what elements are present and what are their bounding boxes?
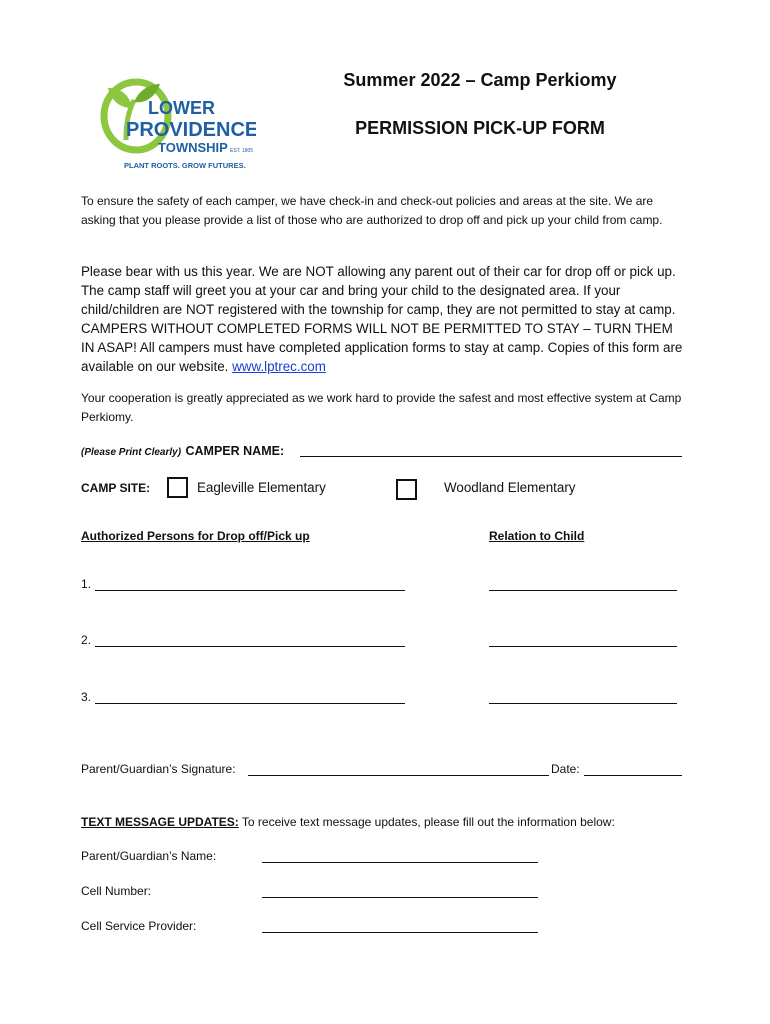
authorized-row-1-number: 1. xyxy=(81,577,92,591)
guardian-name-label: Parent/Guardian’s Name: xyxy=(81,849,217,863)
logo-line3: TOWNSHIP xyxy=(158,140,228,155)
guardian-name-field[interactable] xyxy=(262,862,538,863)
logo-tagline: PLANT ROOTS. GROW FUTURES. xyxy=(124,161,246,170)
intro-paragraph: To ensure the safety of each camper, we have check-in and check-out policies and areas at the site. We are asking that you please provide a list of those who are authorized to drop off and pick up your child from camp. xyxy=(81,194,663,227)
relation-1-field[interactable] xyxy=(489,590,677,591)
text-updates-row xyxy=(81,815,615,829)
cell-provider-label: Cell Service Provider: xyxy=(81,919,197,933)
relation-2-field[interactable] xyxy=(489,646,677,647)
form-subtitle: PERMISSION PICK-UP FORM xyxy=(355,118,605,138)
authorized-person-2-field[interactable] xyxy=(95,646,405,647)
notice-text: Please bear with us this year. We are NOT allowing any parent out of their car for drop off or pick up. The camp staff will greet you at your car and bring your child to the designated area. If your child/children are NOT registered with the township for camp, they are not permitted to stay at camp. CAMPERS WITHOUT COMPLETED FORMS WILL NOT BE PERMITTED TO STAY – TURN THEM IN ASAP! All campers must have completed application forms to stay at camp. Copies of this form are available on our website. xyxy=(81,264,683,374)
camper-name-label: CAMPER NAME: xyxy=(185,444,285,458)
authorized-person-3-field[interactable] xyxy=(95,703,405,704)
authorized-row-3-number: 3. xyxy=(81,690,92,704)
cell-number-field[interactable] xyxy=(262,897,538,898)
cell-number-label: Cell Number: xyxy=(81,884,152,898)
authorized-persons-header: Authorized Persons for Drop off/Pick up xyxy=(81,529,310,543)
township-logo xyxy=(96,78,256,174)
cooperation-paragraph: Your cooperation is greatly appreciated as we work hard to provide the safest and most effective system at Camp Perkiomy. xyxy=(81,391,682,424)
woodland-label: Woodland Elementary xyxy=(444,480,576,495)
eagleville-checkbox[interactable] xyxy=(167,477,188,498)
logo-line1: LOWER xyxy=(148,98,215,118)
township-logo-graphic xyxy=(96,78,256,174)
cell-provider-field[interactable] xyxy=(262,932,538,933)
text-updates-heading: TEXT MESSAGE UPDATES: xyxy=(81,815,239,829)
authorized-row-2-number: 2. xyxy=(81,633,92,647)
print-clearly-hint: (Please Print Clearly) xyxy=(81,447,182,458)
relation-header: Relation to Child xyxy=(489,529,585,543)
website-link[interactable]: www.lptrec.com xyxy=(232,359,326,374)
text-updates-text: To receive text message updates, please fill out the information below: xyxy=(238,815,615,829)
signature-field[interactable] xyxy=(248,775,549,776)
eagleville-label: Eagleville Elementary xyxy=(197,480,326,495)
logo-est: EST. 1805 xyxy=(230,148,254,154)
camper-name-row xyxy=(81,442,284,460)
authorized-person-1-field[interactable] xyxy=(95,590,405,591)
camper-name-field[interactable] xyxy=(300,456,682,457)
date-label: Date: xyxy=(551,762,580,776)
woodland-checkbox[interactable] xyxy=(396,479,417,500)
notice-paragraph xyxy=(81,262,689,376)
camp-site-label: CAMP SITE: xyxy=(81,481,151,495)
date-field[interactable] xyxy=(584,775,682,776)
signature-label: Parent/Guardian’s Signature: xyxy=(81,762,236,776)
relation-3-field[interactable] xyxy=(489,703,677,704)
logo-line2: PROVIDENCE xyxy=(126,119,256,141)
form-title: Summer 2022 – Camp Perkiomy xyxy=(343,70,617,90)
